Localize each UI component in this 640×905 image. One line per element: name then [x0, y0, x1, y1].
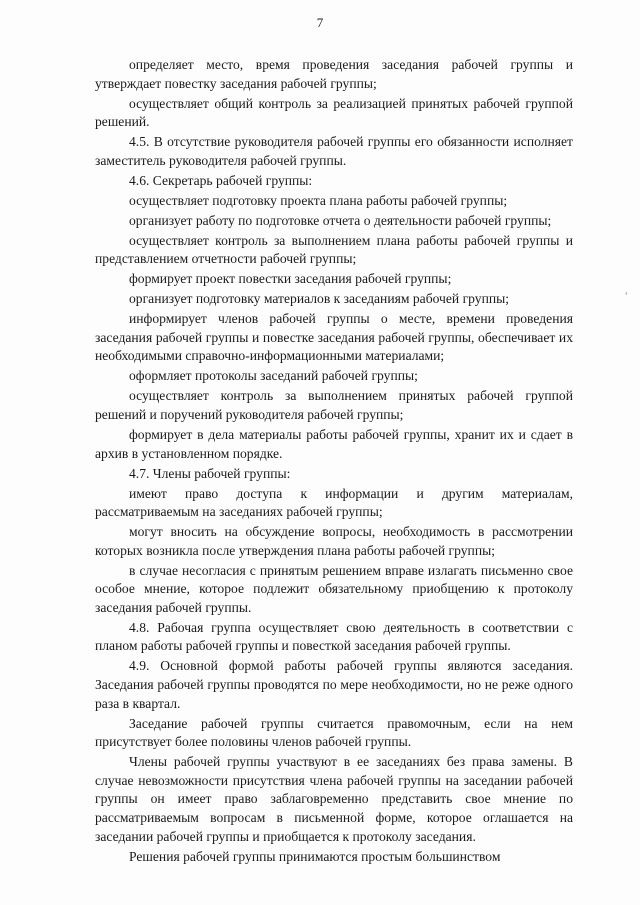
document-body [95, 56, 573, 868]
paragraph: Члены рабочей группы участвуют в ее заседаниях без права замены. В случае невозможности присутствия члена рабочей группы на заседании рабочей группы он имеет право заблаговременно представить свое мнение по рассматриваемым вопросам в письменной форме, которое оглашается на заседании рабочей группы и приобщается к протоколу заседания. [95, 754, 573, 844]
paragraph: в случае несогласия с принятым решением вправе излагать письменно свое особое мнение, которое подлежит обязательному приобщению к протоколу заседания рабочей группы. [95, 562, 573, 615]
paragraph: Решения рабочей группы принимаются простым большинством [129, 848, 501, 864]
paragraph: могут вносить на обсуждение вопросы, необходимость в рассмотрении которых возникла после утверждения плана работы рабочей группы; [95, 524, 573, 558]
paragraph: имеют право доступа к информации и другим материалам, рассматриваемым на заседаниях рабочей группы; [95, 485, 573, 520]
paragraph: организует работу по подготовке отчета о деятельности рабочей группы; [129, 212, 552, 228]
paragraph: формирует проект повестки заседания рабочей группы; [129, 271, 452, 287]
paragraph: осуществляет контроль за выполнением принятых рабочей группой решений и поручений руководителя рабочей группы; [95, 388, 573, 422]
paragraph: организует подготовку материалов к заседаниям рабочей группы; [129, 291, 510, 307]
page-number: 7 [316, 15, 324, 30]
paragraph: определяет место, время проведения заседания рабочей группы и утверждает повестку заседания рабочей группы; [95, 57, 573, 91]
paragraph: осуществляет контроль за выполнением плана работы рабочей группы и представлением отчетности рабочей группы; [95, 232, 573, 267]
paragraph: оформляет протоколы заседаний рабочей группы; [129, 368, 418, 384]
paragraph: 4.8. Рабочая группа осуществляет свою деятельность в соответствии с планом работы рабочей группы и повесткой заседания рабочей группы. [95, 619, 573, 654]
paragraph: 4.6. Секретарь рабочей группы: [129, 172, 313, 188]
margin-mark: ‘ [624, 291, 628, 302]
paragraph: 4.9. Основной формой работы рабочей группы являются заседания. Заседания рабочей группы проводятся по мере необходимости, но не реже одного раза в квартал. [95, 658, 573, 711]
paragraph: осуществляет общий контроль за реализацией принятых рабочей группой решений. [95, 95, 573, 130]
paragraph: осуществляет подготовку проекта плана работы рабочей группы; [129, 192, 508, 208]
paragraph: 4.5. В отсутствие руководителя рабочей группы его обязанности исполняет заместитель руководителя рабочей группы. [95, 134, 573, 168]
paragraph: информирует членов рабочей группы о месте, времени проведения заседания рабочей группы и повестке заседания рабочей группы, обеспечивает их необходимыми справочно-информационными материалами; [95, 311, 573, 364]
paragraph: 4.7. Члены рабочей группы: [129, 465, 291, 481]
paragraph: формирует в дела материалы работы рабочей группы, хранит их и сдает в архив в установленном порядке. [95, 426, 573, 461]
paragraph: Заседание рабочей группы считается правомочным, если на нем присутствует более половины членов рабочей группы. [95, 715, 573, 750]
